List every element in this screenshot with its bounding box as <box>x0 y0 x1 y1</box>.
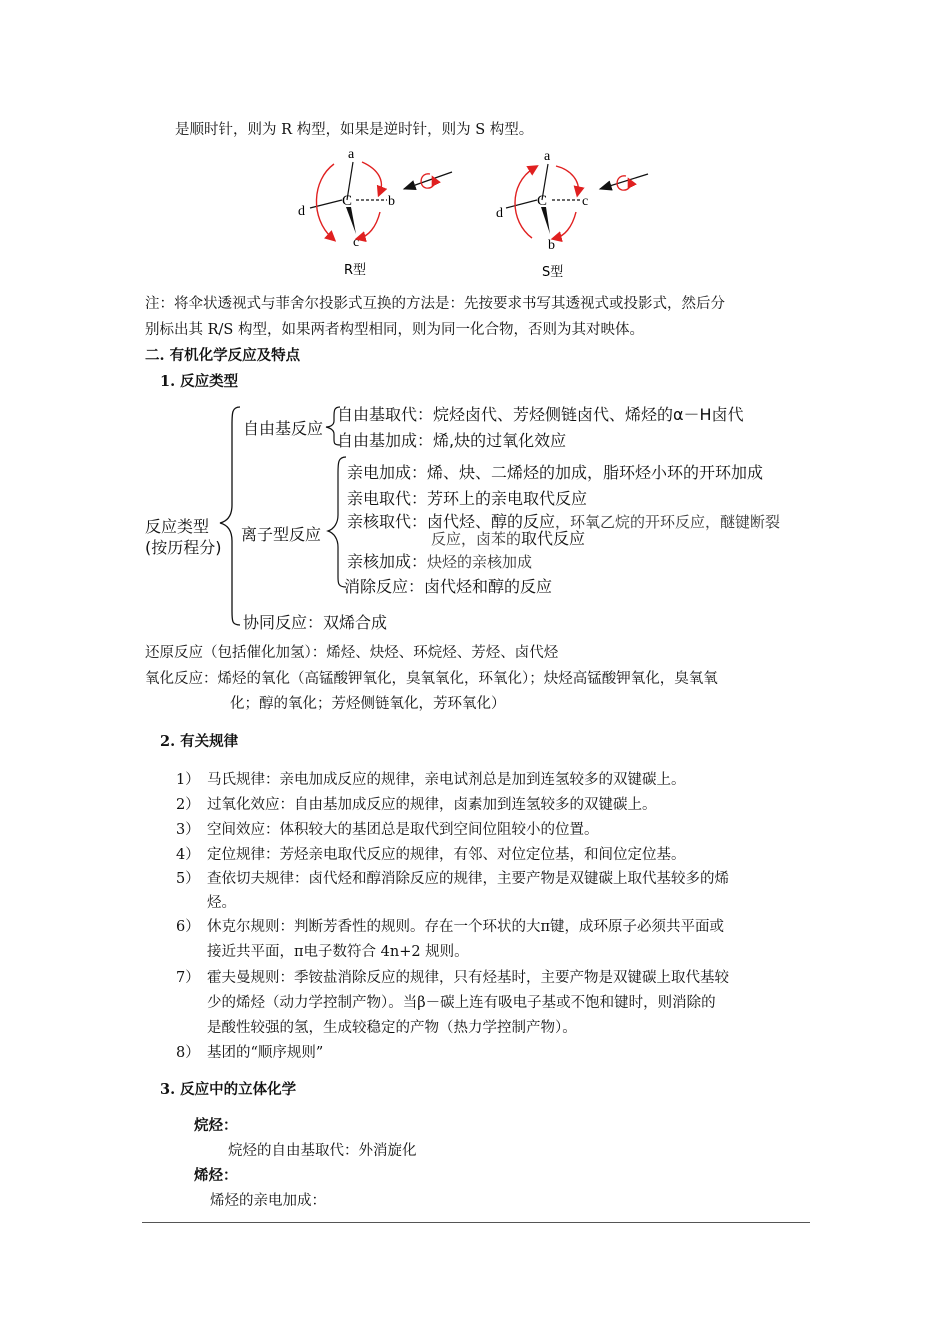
rule-5-line-1: 查依切夫规律：卤代烃和醇消除反应的规律，主要产物是双键碳上取代基较多的烯 <box>207 871 729 887</box>
rule-1-line-1: 马氏规律：亲电加成反应的规律，亲电试剂总是加到连氢较多的双键碳上。 <box>207 772 686 788</box>
tree-ionic-elimination: 消除反应：卤代烃和醇的反应 <box>344 577 553 596</box>
oxidation-reactions-2: 化；醇的氧化；芳烃侧链氧化，芳环氧化） <box>230 696 506 712</box>
rule-5-line-2: 烃。 <box>207 895 236 911</box>
rule-4-num: 4） <box>176 847 200 863</box>
tree-root-sublabel: (按历程分) <box>145 538 222 557</box>
r-configuration <box>298 147 452 278</box>
alkene-text: 烯烃的亲电加成： <box>210 1193 326 1209</box>
intro-line: 是顺时针，则为 R 构型，如果是逆时针，则为 S 构型。 <box>175 122 534 138</box>
reduction-reactions: 还原反应（包括催化加氢）：烯烃、炔烃、环烷烃、芳烃、卤代烃 <box>145 645 559 661</box>
alkane-heading: 烷烃： <box>194 1117 238 1134</box>
rule-3-num: 3） <box>176 822 200 838</box>
tree-ionic-nucleophilic-substitution-cont <box>431 526 585 549</box>
s-center-carbon: C <box>537 193 548 209</box>
rule-7-num: 7） <box>176 970 200 986</box>
r-label-a: a <box>348 147 355 162</box>
rule-7-line-2: 少的烯烃（动力学控制产物）。当β－碳上连有吸电子基或不饱和键时，则消除的 <box>207 995 716 1011</box>
nucleophilic-substitution-text-a: 卤代烃、醇的反应 <box>427 512 556 531</box>
rule-2-line-1: 过氧化效应：自由基加成反应的规律，卤素加到连氢较多的双键碳上。 <box>207 797 657 813</box>
nucleophilic-addition-text: 炔烃的亲核加成 <box>427 553 533 571</box>
note-line-1: 注：将伞状透视式与菲舍尔投影式互换的方法是：先按要求书写其透视式或投影式，然后分 <box>145 296 725 312</box>
oxidation-reactions-1: 氧化反应：烯烃的氧化（高锰酸钾氧化，臭氧氧化，环氧化）；炔烃高锰酸钾氧化，臭氧氧 <box>145 671 718 687</box>
footer-rule <box>142 1222 810 1223</box>
rule-6-num: 6） <box>176 919 200 935</box>
rs-configuration-figure <box>280 142 680 282</box>
rule-2-num: 2） <box>176 797 200 813</box>
rule-4-line-1: 定位规律：芳烃亲电取代反应的规律，有邻、对位定位基，和间位定位基。 <box>207 847 686 863</box>
subsection-2-title: 2. 有关规律 <box>160 733 239 750</box>
tree-free-radical: 自由基反应 <box>243 419 324 438</box>
rule-8-line-1: 基团的“顺序规则” <box>207 1045 324 1061</box>
rule-5-num: 5） <box>176 871 200 887</box>
nucleophilic-substitution-label: 亲核取代： <box>347 512 428 531</box>
tree-free-radical-substitution: 自由基取代：烷烃卤代、芳烃侧链卤代、烯烃的α－H卤代 <box>337 405 744 424</box>
alkane-text: 烷烃的自由基取代：外消旋化 <box>228 1143 417 1159</box>
r-caption: R型 <box>344 263 367 278</box>
nucleophilic-substitution-text-d: 取代反应 <box>521 529 586 548</box>
r-label-b: b <box>388 194 395 209</box>
nucleophilic-substitution-text-b: ，环氧乙烷的开环反应，醚键断裂 <box>555 513 781 531</box>
rule-7-line-1: 霍夫曼规则：季铵盐消除反应的规律，只有烃基时，主要产物是双键碳上取代基较 <box>207 970 729 986</box>
section-2-title: 二. 有机化学反应及特点 <box>145 347 301 364</box>
rule-7-line-3: 是酸性较强的氢，生成较稳定的产物（热力学控制产物）。 <box>207 1020 577 1036</box>
tree-concerted: 协同反应：双烯合成 <box>243 613 388 632</box>
rule-6-line-1: 休克尔规则：判断芳香性的规则。存在一个环状的大π键，成环原子必须共平面或 <box>207 919 725 935</box>
tree-free-radical-addition: 自由基加成：烯,炔的过氧化效应 <box>337 431 567 450</box>
tree-ionic: 离子型反应 <box>241 525 322 544</box>
subsection-1-title: 1. 反应类型 <box>160 373 239 390</box>
subsection-3-title: 3. 反应中的立体化学 <box>160 1081 297 1098</box>
r-label-d: d <box>298 204 305 219</box>
r-center-carbon: C <box>342 193 353 209</box>
s-caption: S型 <box>542 265 564 280</box>
note-line-2: 别标出其 R/S 构型，如果两者构型相同，则为同一化合物，否则为其对映体。 <box>145 322 644 338</box>
tree-root-label: 反应类型 <box>145 517 210 536</box>
rule-1-num: 1） <box>176 772 200 788</box>
nucleophilic-addition-label: 亲核加成： <box>347 552 428 571</box>
s-label-c: c <box>582 194 589 209</box>
tree-ionic-electrophilic-addition: 亲电加成：烯、炔、二烯烃的加成，脂环烃小环的开环加成 <box>347 463 764 482</box>
rule-8-num: 8） <box>176 1045 200 1061</box>
rule-3-line-1: 空间效应：体积较大的基团总是取代到空间位阻较小的位置。 <box>207 822 599 838</box>
alkene-heading: 烯烃： <box>194 1167 238 1184</box>
tree-ionic-electrophilic-substitution: 亲电取代：芳环上的亲电取代反应 <box>347 489 588 508</box>
tree-ionic-nucleophilic-addition <box>347 549 532 572</box>
r-label-c: c <box>353 235 360 250</box>
rule-6-line-2: 接近共平面，π电子数符合 4n+2 规则。 <box>207 944 469 960</box>
nucleophilic-substitution-text-c: 反应，卤苯的 <box>431 530 522 548</box>
s-label-d: d <box>496 206 503 221</box>
s-configuration <box>496 149 648 280</box>
s-label-b: b <box>548 238 555 253</box>
s-label-a: a <box>544 149 551 164</box>
